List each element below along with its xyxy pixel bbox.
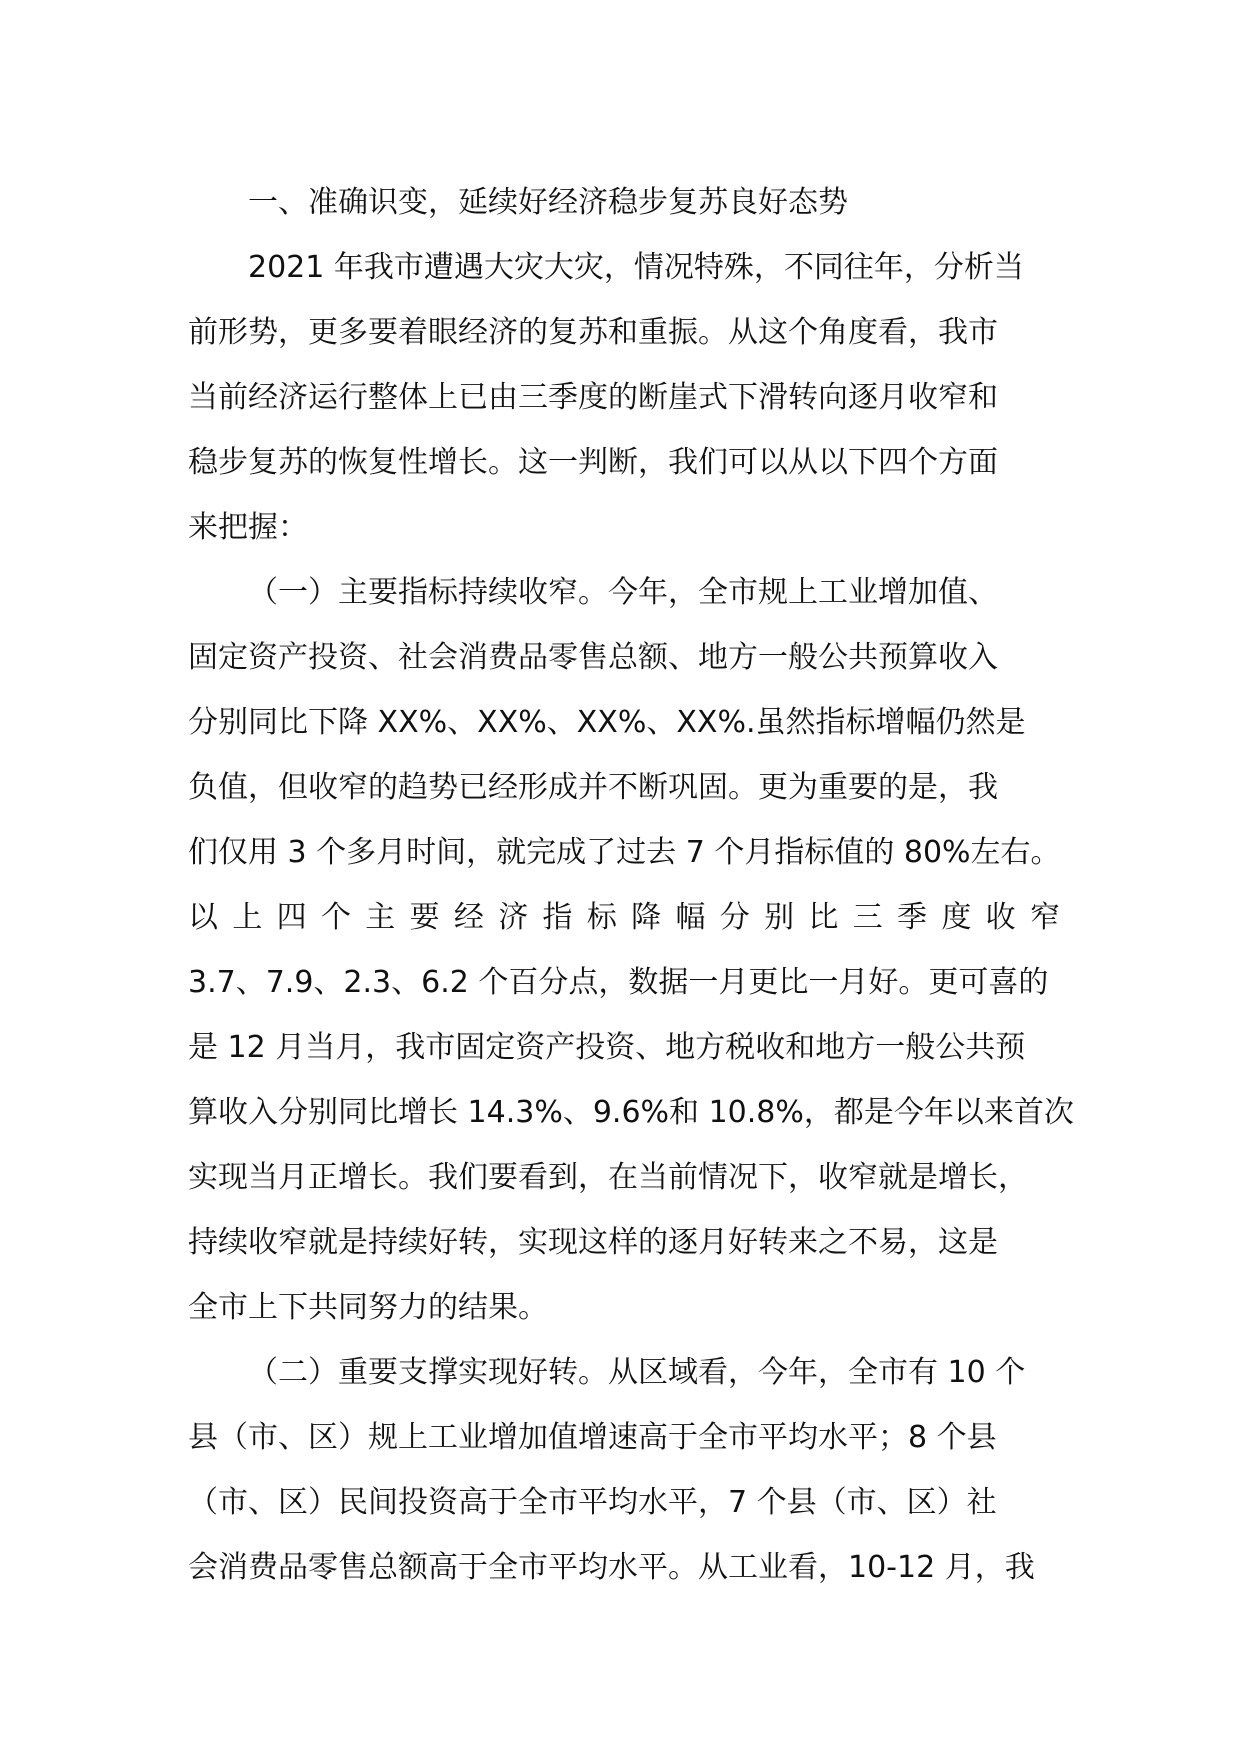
paragraph-line: （市、区）民间投资高于全市平均水平，7 个县（市、区）社 <box>188 1485 997 1520</box>
paragraph-line: 实现当月正增长。我们要看到，在当前情况下，收窄就是增长， <box>188 1160 1028 1195</box>
subsection-line: （二）重要支撑实现好转。从区域看，今年，全市有 10 个 <box>248 1355 1026 1390</box>
paragraph-line: 分别同比下降 XX%、XX%、XX%、XX%.虽然指标增幅仍然是 <box>188 705 1026 740</box>
paragraph-line: 持续收窄就是持续好转，实现这样的逐月好转来之不易，这是 <box>188 1225 998 1260</box>
paragraph-line: 当前经济运行整体上已由三季度的断崖式下滑转向逐月收窄和 <box>188 380 998 415</box>
paragraph-line: 以上四个主要经济指标降幅分别比三季度收窄 <box>188 900 1060 935</box>
paragraph-line: 前形势，更多要着眼经济的复苏和重振。从这个角度看，我市 <box>188 315 998 350</box>
section-heading: 一、准确识变，延续好经济稳步复苏良好态势 <box>248 185 848 220</box>
paragraph-line: 来把握： <box>188 510 308 545</box>
paragraph-line: 负值，但收窄的趋势已经形成并不断巩固。更为重要的是，我 <box>188 770 998 805</box>
paragraph-line: 会消费品零售总额高于全市平均水平。从工业看，10-12 月，我 <box>188 1550 1035 1585</box>
paragraph-line: 们仅用 3 个多月时间，就完成了过去 7 个月指标值的 80%左右。 <box>188 835 1061 870</box>
subsection-line: （一）主要指标持续收窄。今年，全市规上工业增加值、 <box>248 575 998 610</box>
document-page <box>188 170 1074 1600</box>
paragraph-line: 稳步复苏的恢复性增长。这一判断，我们可以从以下四个方面 <box>188 445 998 480</box>
paragraph-line: 是 12 月当月，我市固定资产投资、地方税收和地方一般公共预 <box>188 1030 1026 1065</box>
paragraph-line: 2021 年我市遭遇大灾大灾，情况特殊，不同往年，分析当 <box>248 250 1024 285</box>
paragraph-line: 3.7、7.9、2.3、6.2 个百分点，数据一月更比一月好。更可喜的 <box>188 965 1049 1000</box>
paragraph-line: 县（市、区）规上工业增加值增速高于全市平均水平；8 个县 <box>188 1420 997 1455</box>
paragraph-line: 全市上下共同努力的结果。 <box>188 1290 548 1325</box>
paragraph-line: 算收入分别同比增长 14.3%、9.6%和 10.8%，都是今年以来首次 <box>188 1095 1074 1130</box>
paragraph-line: 固定资产投资、社会消费品零售总额、地方一般公共预算收入 <box>188 640 998 675</box>
